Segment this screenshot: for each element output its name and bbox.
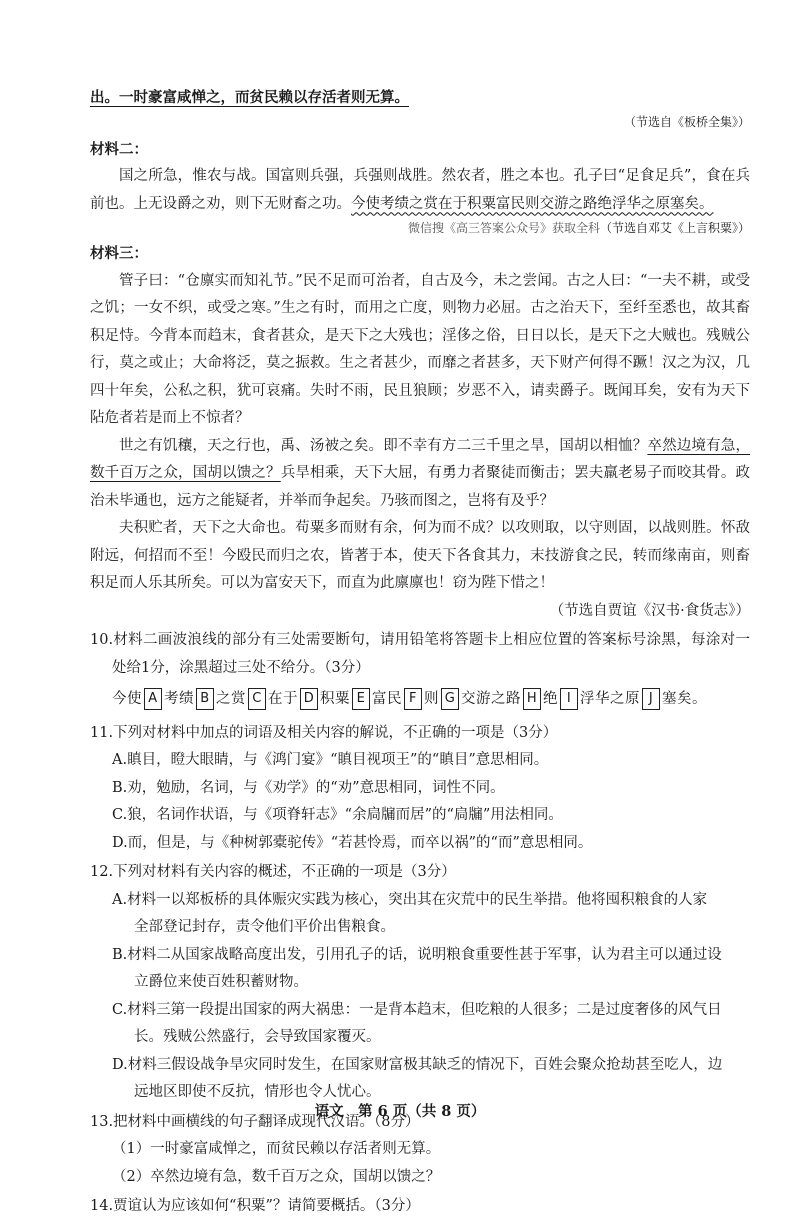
para-2-start: 世之有饥穰，天之行也，禹、汤被之矣。即不幸有方二三千里之旱，国胡以相恤？ xyxy=(119,437,648,454)
answer-box-b[interactable]: B xyxy=(196,688,214,710)
segment: 则 xyxy=(424,691,439,707)
material-two-wavy-sentence: 今使考绩之赏在于积粟富民则交游之路绝浮华之原塞矣。 xyxy=(351,195,714,212)
segment: 考绩 xyxy=(164,691,194,707)
answer-box-e[interactable]: E xyxy=(352,688,370,710)
answer-box-g[interactable]: G xyxy=(441,688,459,710)
para-2-end: 兵旱相乘，天下大屈，有勇力者聚徒而衡击；罢夫羸老易子而咬其骨。政治未毕通也，远方之能疑者，并举而争起矣。乃骇而图之，岂将有及乎？ xyxy=(90,465,751,509)
segment: 浮华之原 xyxy=(580,691,640,707)
material-two-source-line xyxy=(90,218,750,238)
segment: 之赏 xyxy=(216,691,246,707)
question-13-sentence-2: （2）卒然边境有急，数千百万之众，国胡以馈之？ xyxy=(112,1168,441,1185)
question-12-option-a-cont: 全部登记封存，责令他们平价出售粮食。 xyxy=(134,919,395,935)
answer-box-h[interactable]: H xyxy=(523,688,541,710)
material-three-source: （节选自贾谊《汉书·食货志》） xyxy=(549,602,750,619)
material-two-text xyxy=(90,163,750,218)
question-11-option-c: C.狼，名词作状语，与《项脊轩志》“余扃牖而居”的“扃牖”用法相同。 xyxy=(112,807,563,823)
question-12-option-b: B.材料二从国家战略高度出发，引用孔子的话，说明粮食重要性甚于军事，认为君主可以通过设 xyxy=(112,946,722,963)
answer-box-i[interactable]: I xyxy=(560,688,578,710)
material-three-para-1: 管子曰：“仓廪实而知礼节。”民不足而可治者，自古及今，未之尝闻。古之人曰：“一夫不耕，或受之饥；一女不织，或受之寒。”生之有时，而用之亡度，则物力必屈。古之治天下，至纤至悉也，故其畜积足恃。今背本而趋末，食者甚众，是天下之大残也；淫侈之俗，日日以长，是天下之大贼也。残贼公行，莫之或止；大命将泛，莫之振救。生之者甚少，而靡之者甚多，天下财产何得不蹶！汉之为汉，几四十年矣，公私之积，犹可哀痛。失时不雨，民且狼顾；岁恶不入，请卖爵子。既闻耳矣，安有为天下阽危者若是而上不惊者？ xyxy=(90,272,750,426)
question-12-option-d: D.材料三假设战争旱灾同时发生，在国家财富极其缺乏的情况下，百姓会聚众抢劫甚至吃人，边 xyxy=(112,1056,723,1073)
watermark-text: 微信搜《高三答案公众号》获取全科 xyxy=(407,221,600,235)
material-three-para-2 xyxy=(90,433,750,516)
segment: 绝 xyxy=(543,691,558,707)
question-11-option-a: A.瞋目，瞪大眼睛，与《鸿门宴》“瞋目视项王”的“瞋目”意思相同。 xyxy=(112,752,549,768)
question-13-sentence-1: （1）一时豪富咸惮之，而贫民赖以存活者则无算。 xyxy=(112,1141,441,1157)
material-three-label: 材料三： xyxy=(90,245,148,262)
question-11-stem: 11.下列对材料中加点的词语及相关内容的解说，不正确的一项是（3分） xyxy=(90,724,558,741)
question-11-option-b: B.劝，勉励，名词，与《劝学》的“劝”意思相同，词性不同。 xyxy=(112,779,505,796)
question-10-boxes xyxy=(90,686,750,714)
segment: 今使 xyxy=(112,691,142,707)
question-12-option-d-cont: 远地区即使不反抗，情形也令人忧心。 xyxy=(134,1084,381,1100)
segment: 交游之路 xyxy=(461,691,521,707)
material-one-tail: 出。一时豪富咸惮之，而贫民赖以存活者则无算。 xyxy=(90,89,409,106)
question-12-option-a: A.材料一以郑板桥的具体赈灾实践为核心，突出其在灾荒中的民生举措。他将囤积粮食的人家 xyxy=(112,891,708,908)
question-12-option-c-cont: 长。残贼公然盛行，会导致国家覆灭。 xyxy=(134,1029,381,1045)
question-14-stem: 14.贾谊认为应该如何“积粟”？请简要概括。（3分） xyxy=(90,1198,420,1214)
question-12-option-c: C.材料三第一段提出国家的两大祸患：一是背本趋末，但吃粮的人很多；二是过度奢侈的风气日 xyxy=(112,1001,722,1018)
question-11-option-d: D.而，但是，与《种树郭橐驼传》“若甚怜焉，而卒以祸”的“而”意思相同。 xyxy=(112,834,593,851)
segment: 富民 xyxy=(372,691,402,707)
material-two-source: （节选自邓艾《上言积粟》） xyxy=(599,221,750,235)
material-one-source: （节选自《板桥全集》） xyxy=(623,114,750,129)
material-three-para-3: 夫积贮者，天下之大命也。苟粟多而财有余，何为而不成？以攻则取，以守则固，以战则胜。怀敌附远，何招而不至！今殴民而归之农，皆著于本，使天下各食其力，末技游食之民，转而缘南亩，则畜积足而人乐其所矣。可以为富安天下，而直为此廪廪也！窃为陛下惜之！ xyxy=(90,520,750,591)
question-12-stem: 12.下列对材料有关内容的概述，不正确的一项是（3分） xyxy=(90,864,456,880)
question-10: 10.材料二画波浪线的部分有三处需要断句，请用铅笔将答题卡上相应位置的答案标号涂黑，每涂对一处给1分，涂黑超过三处不给分。（3分） xyxy=(90,632,750,676)
segment: 塞矣。 xyxy=(662,691,707,707)
page-footer: 语文 第 6 页（共 8 页） xyxy=(314,1103,486,1120)
answer-box-c[interactable]: C xyxy=(248,688,266,710)
material-two-body: 国之所急，惟农与战。国富则兵强，兵强则战胜。然农者，胜之本也。孔子曰“足食足兵”，食在兵前也。上无设爵之劝，则下无财畜之功。 xyxy=(90,168,750,212)
question-13-stem: 13.把材料中画横线的句子翻译成现代汉语。（8分） xyxy=(90,1113,420,1130)
segment: 在于 xyxy=(268,691,298,707)
answer-box-a[interactable]: A xyxy=(144,688,162,710)
segment: 积粟 xyxy=(320,691,350,707)
question-12-option-b-cont: 立爵位来使百姓积蓄财物。 xyxy=(134,974,308,990)
material-two-label: 材料二： xyxy=(90,140,148,158)
answer-box-f[interactable]: F xyxy=(404,688,422,710)
answer-box-j[interactable]: J xyxy=(642,688,660,710)
answer-box-d[interactable]: D xyxy=(300,688,318,710)
para-2-underlined: 卒然边境有急，数千百万之众，国胡以馈之？ xyxy=(90,437,751,481)
